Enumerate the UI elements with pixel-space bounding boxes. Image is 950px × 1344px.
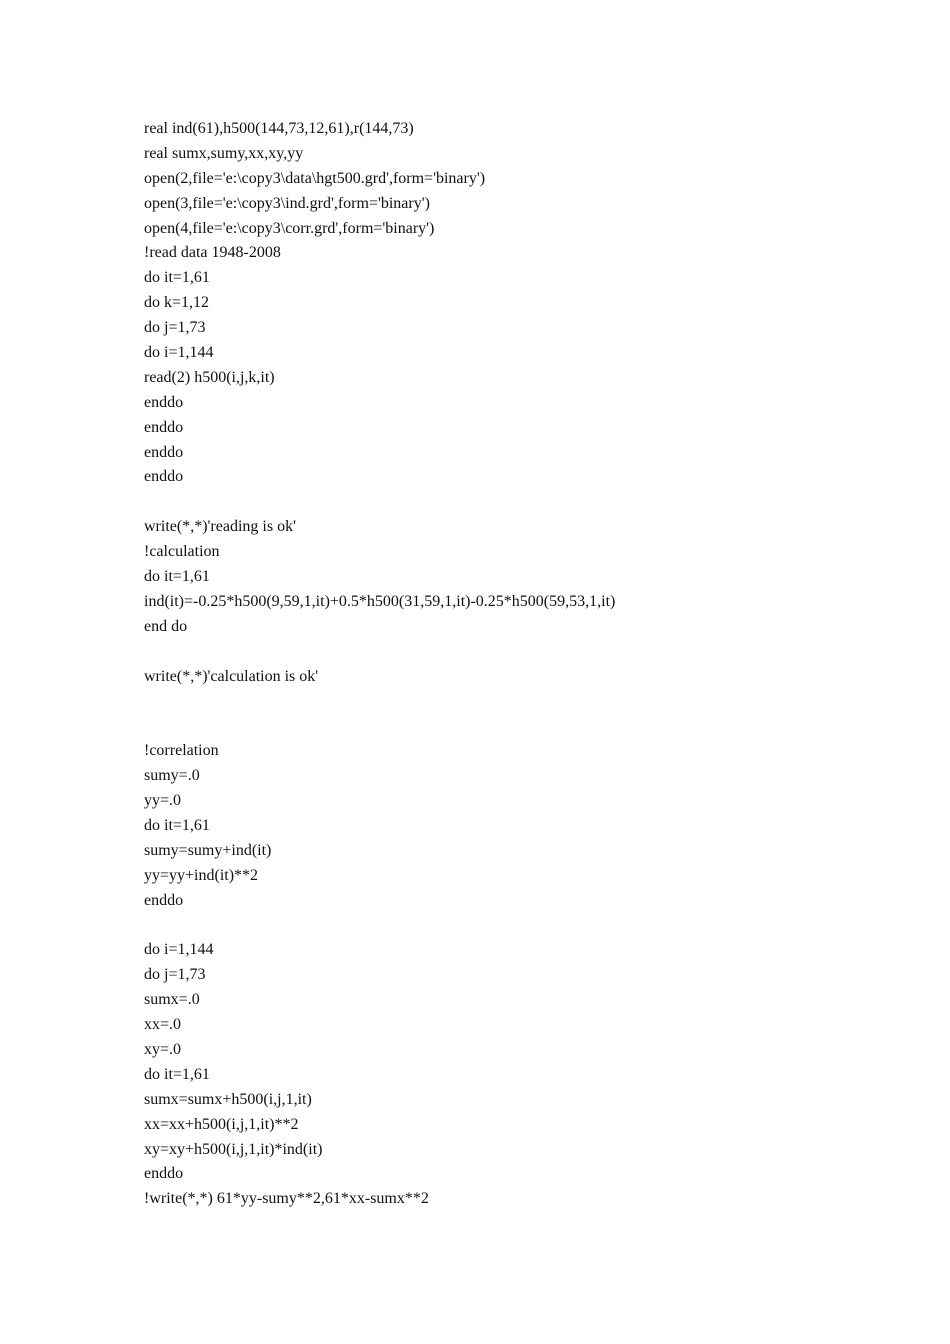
code-line: open(3,file='e:\copy3\ind.grd',form='binary') [144,194,430,212]
code-line: do it=1,61 [144,1065,210,1083]
code-line: !read data 1948-2008 [144,244,281,262]
blank-line [144,689,904,714]
code-line: do it=1,61 [144,568,210,586]
code-line: yy=yy+ind(it)**2 [144,866,259,884]
code-line: do i=1,144 [144,941,214,959]
code-line: xx=.0 [144,1016,182,1034]
code-line: ind(it)=-0.25*h500(9,59,1,it)+0.5*h500(31,59,1,it)-0.25*h500(59,53,1,it) [144,592,616,610]
code-line: do it=1,61 [144,269,210,287]
code-line: end do [144,617,188,635]
blank-line [144,714,904,739]
code-line: do k=1,12 [144,294,210,312]
code-line: do j=1,73 [144,319,206,337]
blank-line [144,640,904,665]
code-line: open(4,file='e:\copy3\corr.grd',form='binary') [144,219,435,237]
code-line: !correlation [144,742,219,760]
code-line: sumy=sumy+ind(it) [144,841,272,859]
blank-line [144,490,904,515]
code-line: do it=1,61 [144,816,210,834]
code-line: enddo [144,468,184,486]
blank-line [144,914,904,939]
code-line: xx=xx+h500(i,j,1,it)**2 [144,1115,299,1133]
code-line: open(2,file='e:\copy3\data\hgt500.grd',form='binary') [144,169,486,187]
code-line: yy=.0 [144,792,182,810]
code-line: sumx=sumx+h500(i,j,1,it) [144,1090,312,1108]
code-line: !calculation [144,543,220,561]
code-line: xy=.0 [144,1040,182,1058]
code-line: do j=1,73 [144,966,206,984]
code-line: enddo [144,418,184,436]
code-line: enddo [144,1165,184,1183]
code-line: enddo [144,891,184,909]
code-line: !write(*,*) 61*yy-sumy**2,61*xx-sumx**2 [144,1190,429,1208]
code-line: write(*,*)'reading is ok' [144,518,296,536]
code-line: sumy=.0 [144,767,200,785]
code-line: sumx=.0 [144,991,200,1009]
code-line: enddo [144,443,184,461]
code-line: do i=1,144 [144,344,214,362]
code-line: xy=xy+h500(i,j,1,it)*ind(it) [144,1140,323,1158]
code-line: enddo [144,393,184,411]
code-listing [144,117,904,1212]
code-line: real sumx,sumy,xx,xy,yy [144,144,304,162]
code-line: write(*,*)'calculation is ok' [144,667,319,685]
code-line: read(2) h500(i,j,k,it) [144,368,275,386]
code-line: real ind(61),h500(144,73,12,61),r(144,73) [144,120,414,137]
